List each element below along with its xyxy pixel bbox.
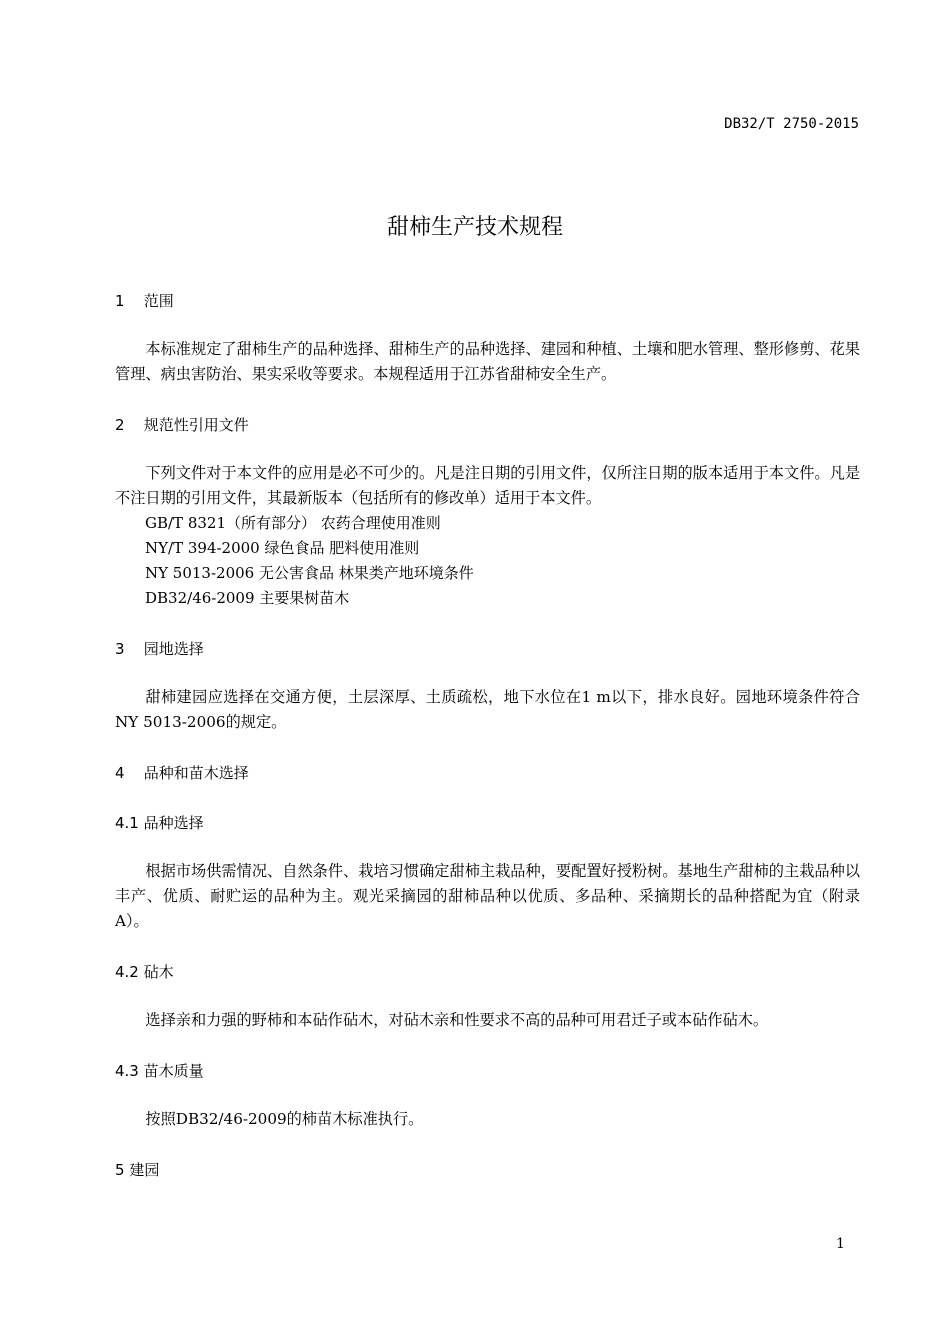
section-heading-4 <box>115 762 249 783</box>
section-3-paragraph: 甜柿建园应选择在交通方便，土层深厚、土质疏松，地下水位在1 m以下，排水良好。园地环境条件符合NY 5013-2006的规定。 <box>115 688 860 731</box>
section-4-1-paragraph: 根据市场供需情况、自然条件、栽培习惯确定甜柿主栽品种，要配置好授粉树。基地生产甜柿的主栽品种以丰产、优质、耐贮运的品种为主。观光采摘园的甜柿品种以优质、多品种、采摘期长的品种搭配为宜（附录A）。 <box>115 862 860 930</box>
section-heading-3 <box>115 638 204 659</box>
section-heading-4-3 <box>115 1060 204 1081</box>
section-number: 2 <box>115 416 125 434</box>
section-number: 5 <box>115 1161 125 1179</box>
document-title: 甜柿生产技术规程 <box>386 215 563 240</box>
section-heading-5 <box>115 1159 159 1180</box>
section-1-paragraph: 本标准规定了甜柿生产的品种选择、甜柿生产的品种选择、建园和种植、土壤和肥水管理、整形修剪、花果管理、病虫害防治、果实采收等要求。本规程适用于江苏省甜柿安全生产。 <box>115 340 860 383</box>
section-title: 规范性引用文件 <box>143 416 249 434</box>
section-heading-1 <box>115 290 174 311</box>
section-4-3-paragraph: 按照DB32/46-2009的柿苗木标准执行。 <box>145 1110 424 1128</box>
section-title: 建园 <box>129 1161 160 1179</box>
page-number: 1 <box>836 1236 845 1252</box>
reference-item: NY/T 394-2000 绿色食品 肥料使用准则 <box>145 539 420 557</box>
section-title: 苗木质量 <box>143 1062 204 1080</box>
reference-item: NY 5013-2006 无公害食品 林果类产地环境条件 <box>145 564 474 582</box>
section-heading-4-2 <box>115 961 174 982</box>
section-4-2-paragraph: 选择亲和力强的野柿和本砧作砧木，对砧木亲和性要求不高的品种可用君迁子或本砧作砧木。 <box>145 1011 769 1029</box>
section-heading-4-1 <box>115 812 204 833</box>
reference-item: DB32/46-2009 主要果树苗木 <box>145 589 350 607</box>
section-number: 4 <box>115 764 125 782</box>
section-title: 园地选择 <box>143 640 204 658</box>
section-title: 范围 <box>143 292 174 310</box>
section-title: 品种和苗木选择 <box>143 764 249 782</box>
section-title: 砧木 <box>143 963 174 981</box>
reference-item: GB/T 8321（所有部分） 农药合理使用准则 <box>145 514 441 532</box>
section-number: 4.2 <box>115 963 139 981</box>
section-2-paragraph: 下列文件对于本文件的应用是必不可少的。凡是注日期的引用文件，仅所注日期的版本适用于本文件。凡是不注日期的引用文件，其最新版本（包括所有的修改单）适用于本文件。 <box>115 464 860 507</box>
section-number: 4.1 <box>115 814 139 832</box>
document-code: DB32/T 2750-2015 <box>724 116 859 132</box>
section-heading-2 <box>115 414 249 435</box>
section-title: 品种选择 <box>143 814 204 832</box>
section-number: 1 <box>115 292 125 310</box>
section-number: 3 <box>115 640 125 658</box>
section-number: 4.3 <box>115 1062 139 1080</box>
